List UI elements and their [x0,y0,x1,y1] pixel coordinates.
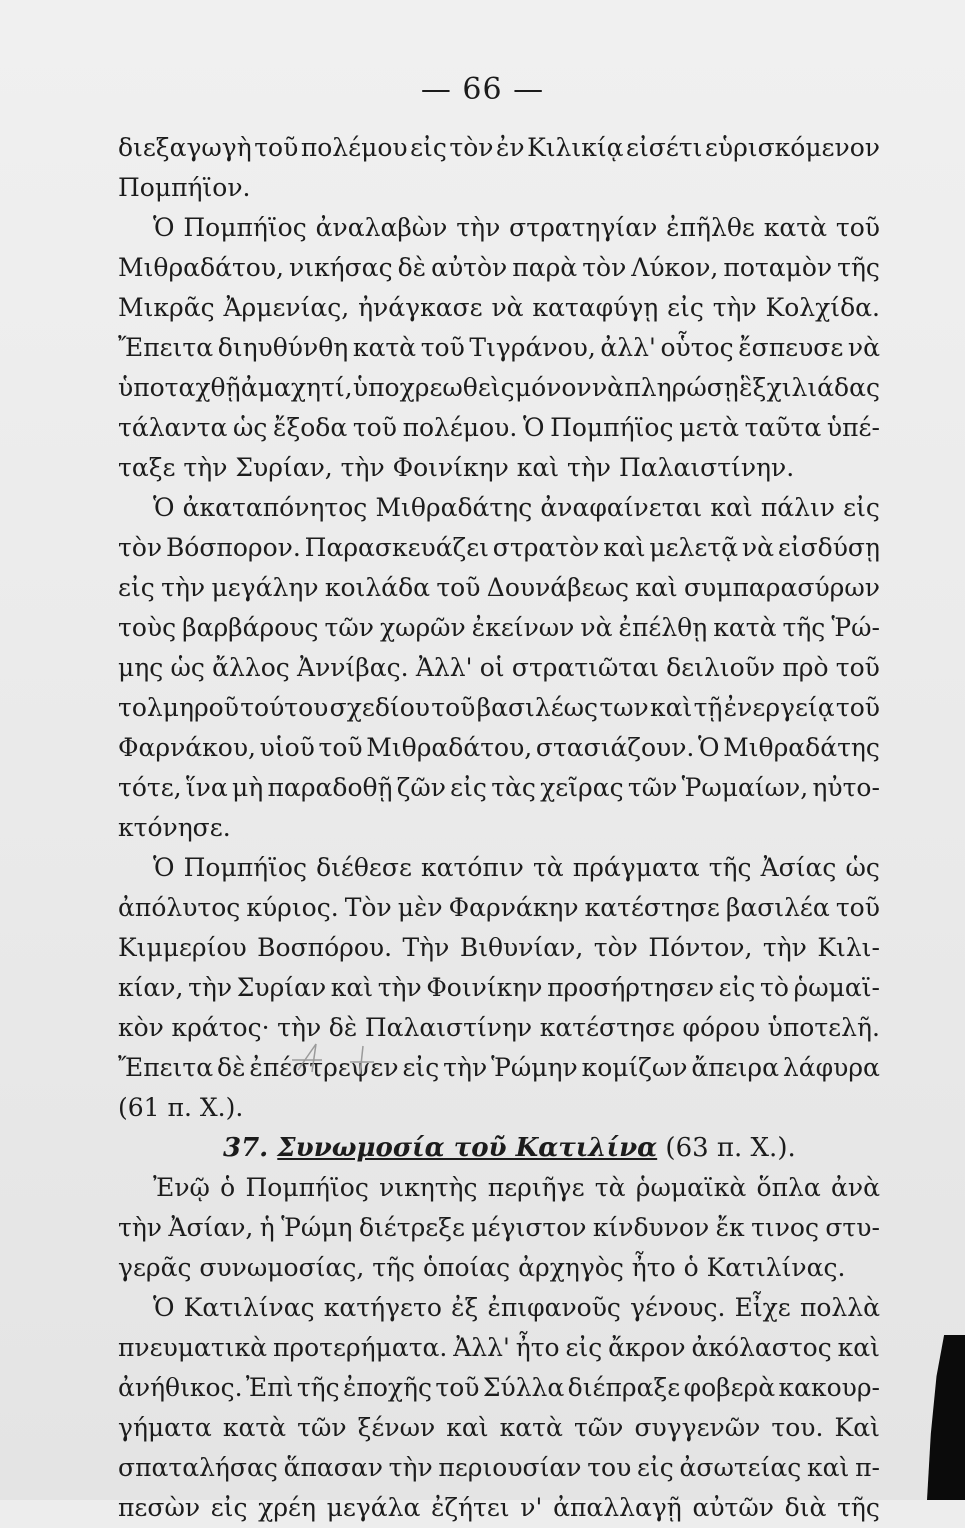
text-line: σπαταλήσας ἅπασαν τὴν περιουσίαν του εἰς ἀσωτείας καὶ π- [118,1453,880,1482]
text-line: ἀνήθικος. Ἐπὶ τῆς ἐποχῆς τοῦ Σύλλα διέπραξε φοβερὰ κακουρ- [118,1373,880,1402]
text-line: κὸν κράτος· τὴν δὲ Παλαιστίνην κατέστησε φόρου ὑποτελῆ. [118,1013,880,1042]
text-line: (61 π. Χ.). [118,1093,244,1122]
text-line: διεξαγωγὴ τοῦ πολέμου εἰς τὸν ἐν Κιλικίᾳ εἰσέτι εὑρισκόμενον [118,133,880,162]
text-line: τὸν Βόσπορον. Παρασκευάζει στρατὸν καὶ μελετᾷ νὰ εἰσδύσῃ [118,533,880,562]
section-heading [118,1128,880,1168]
text-line: τάλαντα ὡς ἔξοδα τοῦ πολέμου. Ὁ Πομπήϊος μετὰ ταῦτα ὑπέ- [118,413,880,442]
text-line: Μικρᾶς Ἀρμενίας, ἠνάγκασε νὰ καταφύγῃ εἰς τὴν Κολχίδα. [118,293,880,322]
text-line: Μιθραδάτου, νικήσας δὲ αὐτὸν παρὰ τὸν Λύκον, ποταμὸν τῆς [118,253,880,282]
text-line: μης ὡς ἄλλος Ἀννίβας. Ἀλλ' οἱ στρατιῶται δειλιοῦν πρὸ τοῦ [118,653,880,682]
torn-page-edge [927,1335,965,1500]
text-line: Ὁ Κατιλίνας κατήγετο ἐξ ἐπιφανοῦς γένους. Εἶχε πολλὰ [153,1293,880,1322]
text-line: τολμηροῦ τούτου σχεδίου τοῦ βασιλέως των καὶ τῇ ἐνεργείᾳ τοῦ [118,693,880,722]
section-number: 37. [223,1133,278,1163]
pencil-annotation [278,1040,388,1080]
text-line: τοὺς βαρβάρους τῶν χωρῶν ἐκείνων νὰ ἐπέλθῃ κατὰ τῆς Ῥώ- [118,613,880,642]
text-line: Φαρνάκου, υἱοῦ τοῦ Μιθραδάτου, στασιάζουν. Ὁ Μιθραδάτης [118,733,880,762]
text-line: ἀπόλυτος κύριος. Τὸν μὲν Φαρνάκην κατέστησε βασιλέα τοῦ [118,893,880,922]
text-line: ὑποταχθῇ ἀμαχητί, ὑποχρεωθεὶς μόνον νὰ πληρώσῃ ἓξ χιλιάδας [118,373,880,402]
text-line: εἰς τὴν μεγάλην κοιλάδα τοῦ Δουνάβεως καὶ συμπαρασύρων [118,573,880,602]
section-title: Συνωμοσία τοῦ Κατιλίνα [277,1133,658,1163]
text-line: Ἐνῷ ὁ Πομπήϊος νικητὴς περιῆγε τὰ ῥωμαϊκὰ ὅπλα ἀνὰ [153,1173,880,1202]
text-line: ταξε τὴν Συρίαν, τὴν Φοινίκην καὶ τὴν Παλαιστίνην. [118,453,795,482]
text-line: Κιμμερίου Βοσπόρου. Τὴν Βιθυνίαν, τὸν Πόντον, τὴν Κιλι- [118,933,880,962]
text-line: πνευματικὰ προτερήματα. Ἀλλ' ἦτο εἰς ἄκρον ἀκόλαστος καὶ [118,1333,880,1362]
text-line: Ὁ Πομπήϊος ἀναλαβὼν τὴν στρατηγίαν ἐπῆλθε κατὰ τοῦ [153,213,880,242]
page-number: — 66 — [420,72,545,107]
text-line: τὴν Ἀσίαν, ἡ Ῥώμη διέτρεξε μέγιστον κίνδυνον ἔκ τινος στυ- [118,1213,880,1242]
text-line: Ὁ Πομπήϊος διέθεσε κατόπιν τὰ πράγματα τῆς Ἀσίας ὡς [153,853,880,882]
text-line: γερᾶς συνωμοσίας, τῆς ὁποίας ἀρχηγὸς ἦτο ὁ Κατιλίνας. [118,1253,846,1282]
section-date: (63 π. Χ.). [657,1133,796,1163]
text-line: Ἔπειτα δὲ ἐπέστρεψεν εἰς τὴν Ῥώμην κομίζων ἄπειρα λάφυρα [118,1053,880,1082]
text-line: Ἔπειτα διηυθύνθη κατὰ τοῦ Τιγράνου, ἀλλ' οὗτος ἔσπευσε νὰ [118,333,880,362]
text-line: κτόνησε. [118,813,231,842]
text-line: κίαν, τὴν Συρίαν καὶ τὴν Φοινίκην προσήρτησεν εἰς τὸ ῥωμαϊ- [118,973,880,1002]
text-line: πεσὼν εἰς χρέη μεγάλα ἐζήτει ν' ἀπαλλαγῇ αὐτῶν διὰ τῆς [118,1493,880,1522]
text-line: Πομπήϊον. [118,173,251,202]
text-line: Ὁ ἀκαταπόνητος Μιθραδάτης ἀναφαίνεται καὶ πάλιν εἰς [153,493,880,522]
body-text [118,128,880,1528]
text-line: γήματα κατὰ τῶν ξένων καὶ κατὰ τῶν συγγενῶν του. Καὶ [118,1413,880,1442]
text-line: τότε, ἵνα μὴ παραδοθῇ ζῶν εἰς τὰς χεῖρας τῶν Ῥωμαίων, ηὐτο- [118,773,880,802]
